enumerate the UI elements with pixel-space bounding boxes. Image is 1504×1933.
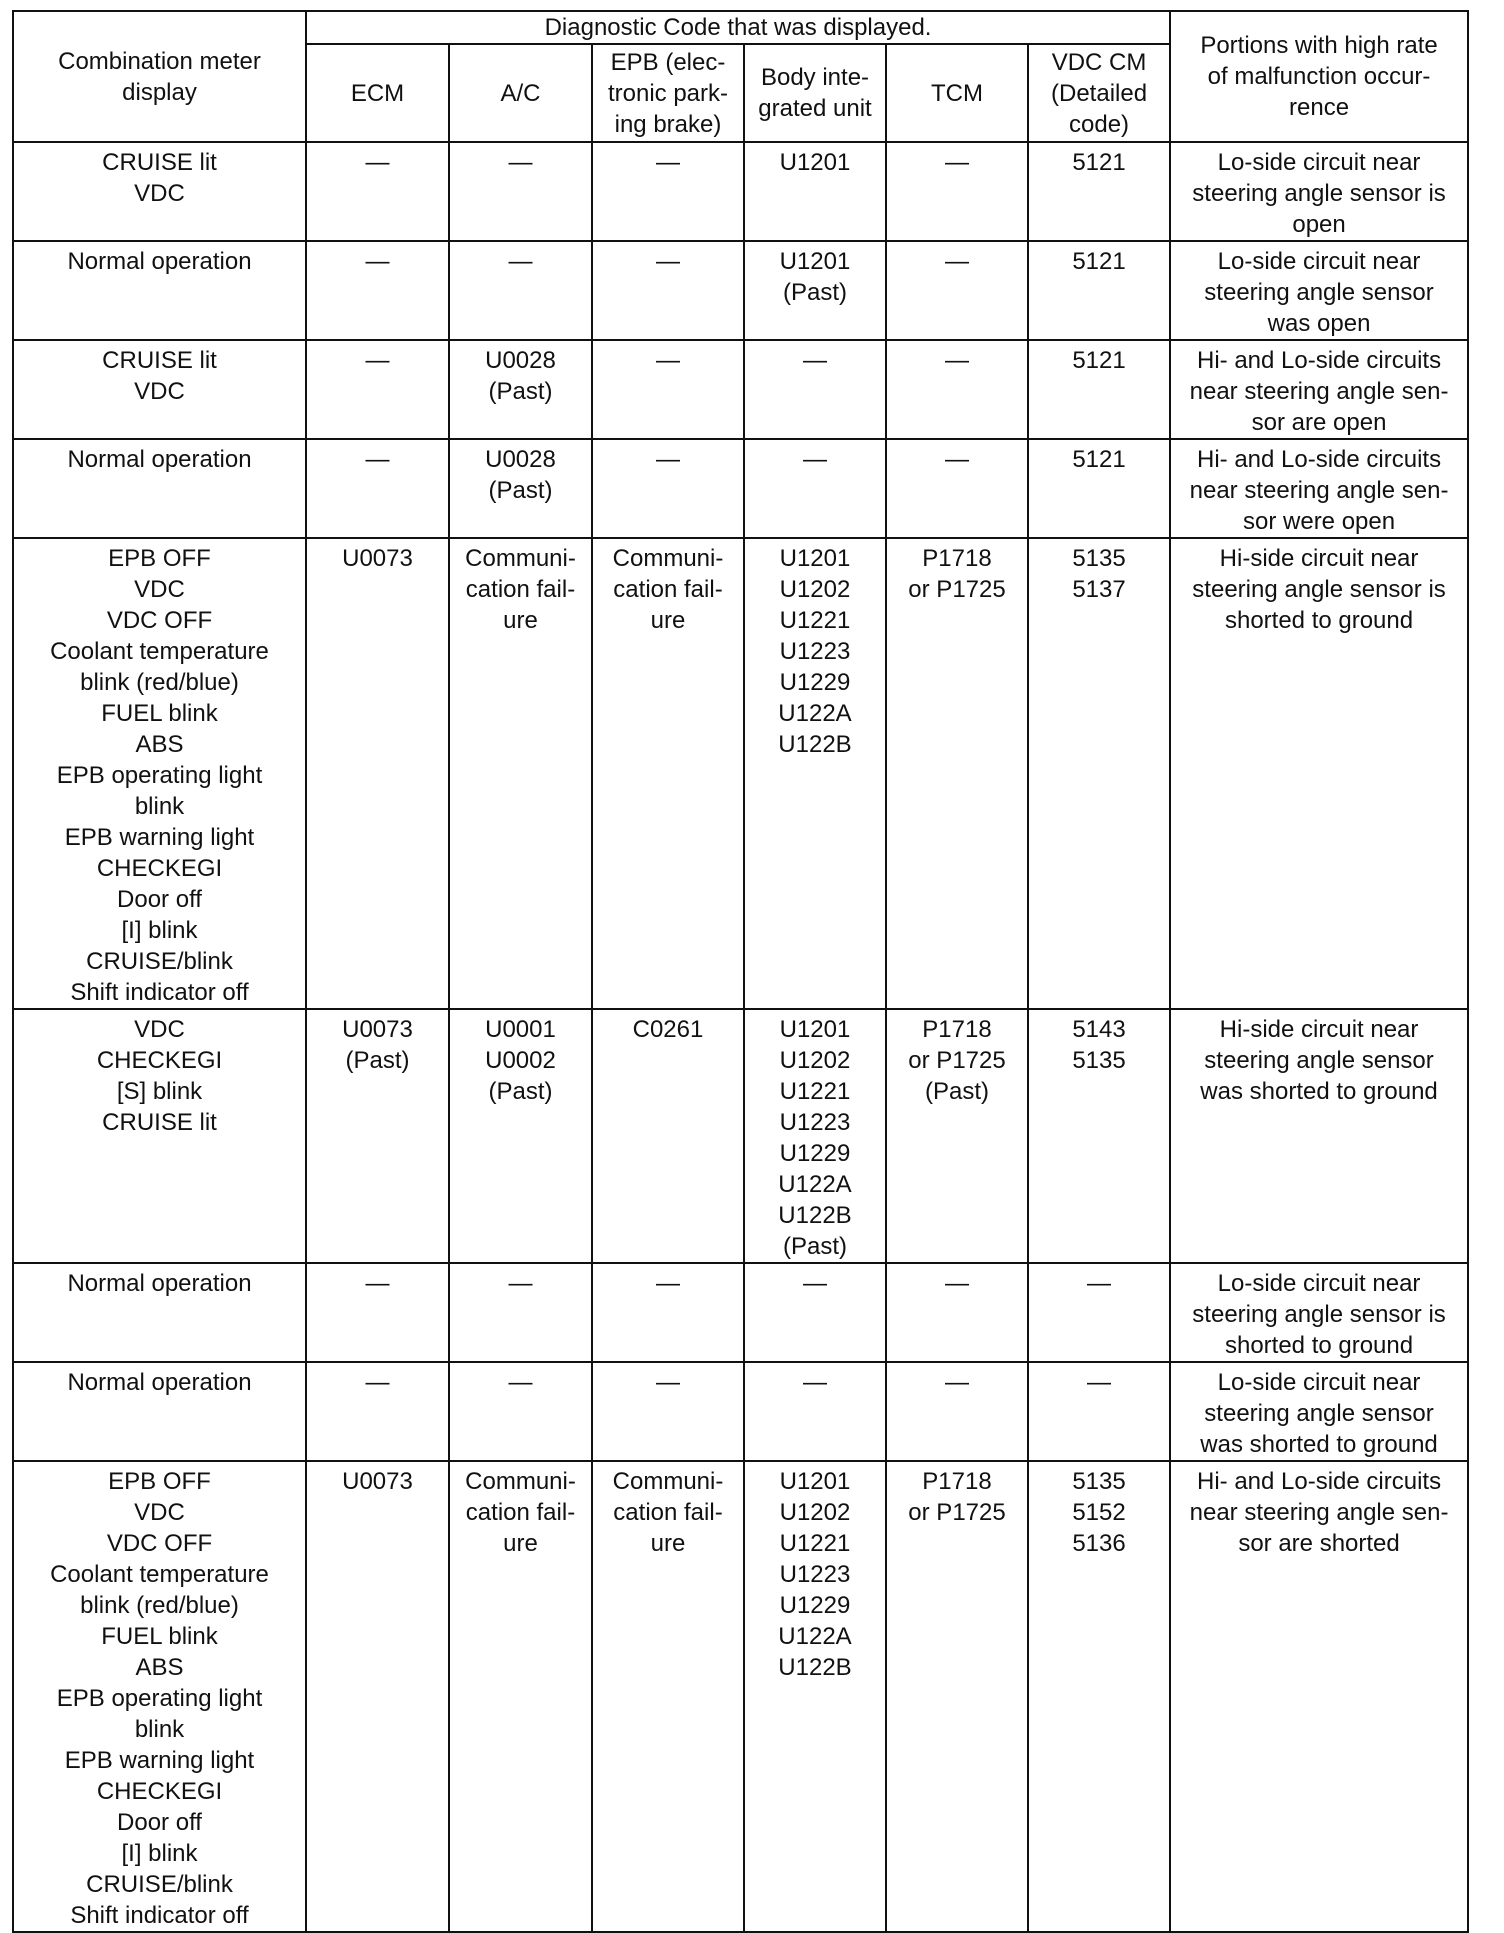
cell-portion: Lo-side circuit near steering angle sensor is shorted to ground bbox=[1170, 1263, 1468, 1362]
table-row bbox=[13, 538, 1468, 1009]
cell-ecm: — bbox=[306, 439, 449, 538]
cell-portion: Lo-side circuit near steering angle sensor is open bbox=[1170, 142, 1468, 241]
cell-ecm: U0073 bbox=[306, 1461, 449, 1932]
cell-portion: Hi- and Lo-side circuits near steering angle sen- sor are shorted bbox=[1170, 1461, 1468, 1932]
cell-ecm: — bbox=[306, 142, 449, 241]
cell-display: CRUISE lit VDC bbox=[13, 142, 306, 241]
cell-display: Normal operation bbox=[13, 1362, 306, 1461]
header-diagnostic-code-group: Diagnostic Code that was displayed. bbox=[306, 11, 1170, 44]
cell-body: U1201 U1202 U1221 U1223 U1229 U122A U122B bbox=[744, 538, 886, 1009]
cell-display: CRUISE lit VDC bbox=[13, 340, 306, 439]
cell-vdc: — bbox=[1028, 1263, 1170, 1362]
cell-tcm: — bbox=[886, 340, 1028, 439]
cell-ecm: — bbox=[306, 1263, 449, 1362]
cell-ac: — bbox=[449, 1263, 592, 1362]
cell-ecm: U0073 (Past) bbox=[306, 1009, 449, 1263]
cell-epb: — bbox=[592, 1362, 744, 1461]
cell-ac: — bbox=[449, 1362, 592, 1461]
header-high-malfunction-portions: Portions with high rate of malfunction occur- rence bbox=[1170, 11, 1468, 142]
cell-body: — bbox=[744, 1263, 886, 1362]
header-tcm: TCM bbox=[886, 44, 1028, 142]
cell-vdc: 5143 5135 bbox=[1028, 1009, 1170, 1263]
header-row-top bbox=[13, 11, 1468, 44]
cell-epb: C0261 bbox=[592, 1009, 744, 1263]
cell-ac: Communi- cation fail- ure bbox=[449, 538, 592, 1009]
header-body-integrated-unit: Body inte- grated unit bbox=[744, 44, 886, 142]
cell-vdc: 5121 bbox=[1028, 340, 1170, 439]
cell-vdc: 5135 5152 5136 bbox=[1028, 1461, 1170, 1932]
cell-display: Normal operation bbox=[13, 439, 306, 538]
cell-display: Normal operation bbox=[13, 241, 306, 340]
cell-tcm: P1718 or P1725 (Past) bbox=[886, 1009, 1028, 1263]
cell-display: VDC CHECKEGI [S] blink CRUISE lit bbox=[13, 1009, 306, 1263]
header-ecm: ECM bbox=[306, 44, 449, 142]
cell-portion: Hi-side circuit near steering angle sensor was shorted to ground bbox=[1170, 1009, 1468, 1263]
cell-ac: — bbox=[449, 241, 592, 340]
cell-ac: Communi- cation fail- ure bbox=[449, 1461, 592, 1932]
table-row bbox=[13, 1461, 1468, 1932]
header-combination-meter-display: Combination meter display bbox=[13, 11, 306, 142]
cell-tcm: — bbox=[886, 241, 1028, 340]
cell-ecm: — bbox=[306, 340, 449, 439]
table-row bbox=[13, 1009, 1468, 1263]
header-ac: A/C bbox=[449, 44, 592, 142]
cell-epb: — bbox=[592, 1263, 744, 1362]
cell-body: — bbox=[744, 439, 886, 538]
cell-ecm: — bbox=[306, 241, 449, 340]
cell-vdc: 5121 bbox=[1028, 241, 1170, 340]
cell-body: — bbox=[744, 1362, 886, 1461]
cell-portion: Hi- and Lo-side circuits near steering angle sen- sor were open bbox=[1170, 439, 1468, 538]
table-row bbox=[13, 1263, 1468, 1362]
cell-body: U1201 bbox=[744, 142, 886, 241]
table-row bbox=[13, 439, 1468, 538]
cell-portion: Lo-side circuit near steering angle sensor was open bbox=[1170, 241, 1468, 340]
diagnostic-code-table bbox=[12, 10, 1469, 1933]
table-row bbox=[13, 340, 1468, 439]
cell-display: Normal operation bbox=[13, 1263, 306, 1362]
cell-ac: — bbox=[449, 142, 592, 241]
cell-tcm: — bbox=[886, 142, 1028, 241]
cell-display: EPB OFF VDC VDC OFF Coolant temperature blink (red/blue) FUEL blink ABS EPB operating light blink EPB warning light CHECKEGI Door off [I] blink CRUISE/blink Shift indicator off bbox=[13, 538, 306, 1009]
cell-tcm: P1718 or P1725 bbox=[886, 538, 1028, 1009]
cell-ac: U0028 (Past) bbox=[449, 340, 592, 439]
cell-ecm: — bbox=[306, 1362, 449, 1461]
cell-epb: — bbox=[592, 340, 744, 439]
cell-tcm: P1718 or P1725 bbox=[886, 1461, 1028, 1932]
cell-epb: Communi- cation fail- ure bbox=[592, 1461, 744, 1932]
cell-vdc: — bbox=[1028, 1362, 1170, 1461]
cell-tcm: — bbox=[886, 1263, 1028, 1362]
cell-epb: — bbox=[592, 439, 744, 538]
cell-portion: Lo-side circuit near steering angle sensor was shorted to ground bbox=[1170, 1362, 1468, 1461]
cell-ac: U0001 U0002 (Past) bbox=[449, 1009, 592, 1263]
cell-tcm: — bbox=[886, 439, 1028, 538]
cell-vdc: 5121 bbox=[1028, 142, 1170, 241]
cell-body: — bbox=[744, 340, 886, 439]
cell-body: U1201 U1202 U1221 U1223 U1229 U122A U122B bbox=[744, 1461, 886, 1932]
cell-portion: Hi-side circuit near steering angle sensor is shorted to ground bbox=[1170, 538, 1468, 1009]
table-row bbox=[13, 1362, 1468, 1461]
cell-epb: — bbox=[592, 142, 744, 241]
diagnostic-table-sheet bbox=[12, 10, 1467, 1929]
cell-epb: Communi- cation fail- ure bbox=[592, 538, 744, 1009]
cell-epb: — bbox=[592, 241, 744, 340]
cell-ac: U0028 (Past) bbox=[449, 439, 592, 538]
cell-body: U1201 U1202 U1221 U1223 U1229 U122A U122B (Past) bbox=[744, 1009, 886, 1263]
table-row bbox=[13, 241, 1468, 340]
cell-ecm: U0073 bbox=[306, 538, 449, 1009]
cell-tcm: — bbox=[886, 1362, 1028, 1461]
cell-portion: Hi- and Lo-side circuits near steering angle sen- sor are open bbox=[1170, 340, 1468, 439]
cell-body: U1201 (Past) bbox=[744, 241, 886, 340]
cell-display: EPB OFF VDC VDC OFF Coolant temperature blink (red/blue) FUEL blink ABS EPB operating light blink EPB warning light CHECKEGI Door off [I] blink CRUISE/blink Shift indicator off bbox=[13, 1461, 306, 1932]
table-row bbox=[13, 142, 1468, 241]
header-vdc-cm: VDC CM (Detailed code) bbox=[1028, 44, 1170, 142]
cell-vdc: 5135 5137 bbox=[1028, 538, 1170, 1009]
cell-vdc: 5121 bbox=[1028, 439, 1170, 538]
header-epb: EPB (elec- tronic park- ing brake) bbox=[592, 44, 744, 142]
